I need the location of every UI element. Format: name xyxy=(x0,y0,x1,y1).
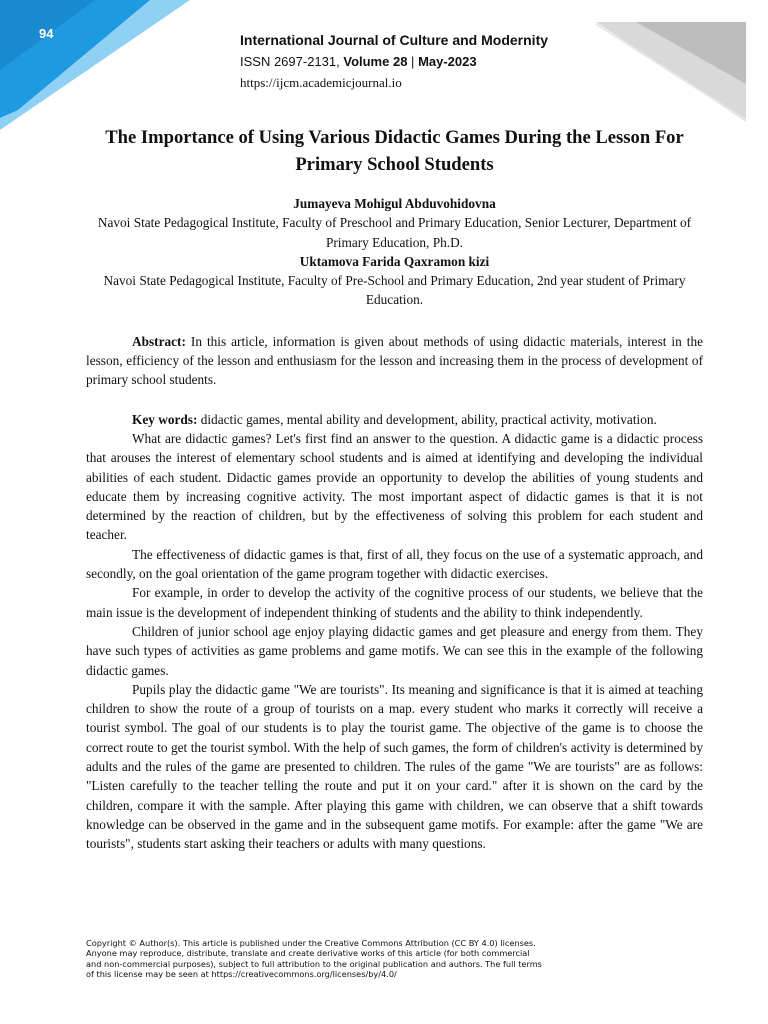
copyright-footer xyxy=(86,938,606,979)
authors-block xyxy=(86,194,703,310)
abstract-text: In this article, information is given about methods of using didactic materials, interest in the lesson, efficiency of the lesson and enthusiasm for the lesson and increasing them in the process of development of primary school students. xyxy=(86,333,703,388)
body-paragraph: The effectiveness of didactic games is that, first of all, they focus on the use of a systematic approach, and secondly, on the goal orientation of the game program together with didactic exercises. xyxy=(86,546,703,582)
keywords-text: didactic games, mental ability and development, ability, practical activity, motivation. xyxy=(197,411,657,427)
journal-url[interactable]: https://ijcm.academicjournal.io xyxy=(240,75,402,90)
body-paragraph: For example, in order to develop the activity of the cognitive process of our students, we believe that the main issue is the development of independent thinking of students and the ability to think independently. xyxy=(86,585,703,620)
journal-name: International Journal of Culture and Modernity xyxy=(240,32,549,48)
keywords xyxy=(86,410,703,429)
author-name: Jumayeva Mohigul Abduvohidovna xyxy=(293,196,496,211)
corner-decoration-right xyxy=(596,22,746,122)
page-number: 94 xyxy=(39,26,54,41)
article-body xyxy=(86,124,703,854)
corner-decoration-left xyxy=(0,0,190,130)
author-name: Uktamova Farida Qaxramon kizi xyxy=(299,253,490,269)
footer-line: of this license may be seen at https://creativecommons.org/licenses/by/4.0/ xyxy=(86,968,397,979)
body-paragraph: Children of junior school age enjoy playing didactic games and get pleasure and energy from them. They have such types of activities as game problems and game motifs. We can see this in the example of the following didactic games. xyxy=(86,623,703,678)
issn: ISSN 2697-2131, xyxy=(240,54,340,69)
body-paragraph: What are didactic games? Let's first find an answer to the question. A didactic game is a didactic process that arouses the interest of elementary school students and is aimed at identifying and developing the individual abilities of each student. Didactic games provide an opportunity to develop the abilities of young students and educate them by increasing cognitive activity. The most important aspect of didactic games is that it is not determined by the reaction of children, but by the effectiveness of solving this problem for each student and teacher. xyxy=(86,430,703,543)
footer-line: Anyone may reproduce, distribute, translate and create derivative works of this article (for both commercial xyxy=(86,948,530,959)
issue-date: May-2023 xyxy=(418,54,477,69)
author-affiliation: Navoi State Pedagogical Institute, Faculty of Preschool and Primary Education, Senior Lecturer, Department of Primary Education, Ph.D. xyxy=(97,215,692,250)
keywords-label: Key words: xyxy=(132,411,198,427)
journal-header xyxy=(240,32,548,91)
journal-issn-line xyxy=(240,54,548,69)
abstract-label: Abstract: xyxy=(132,333,186,349)
footer-line: Copyright © Author(s). This article is published under the Creative Commons Attribution (CC BY 4.0) licenses. xyxy=(86,938,536,948)
author-affiliation: Navoi State Pedagogical Institute, Faculty of Pre-School and Primary Education, 2nd year student of Primary Education. xyxy=(103,273,686,308)
separator: | xyxy=(411,54,415,69)
footer-line: and non-commercial purposes), subject to full attribution to the original publication and authors. The full terms xyxy=(86,958,542,969)
article-title: The Importance of Using Various Didactic Games During the Lesson For Primary School Students xyxy=(105,127,684,175)
volume: Volume 28 xyxy=(343,54,408,69)
body-paragraph: Pupils play the didactic game "We are tourists". Its meaning and significance is that it is aimed at teaching children to show the route of a group of tourists on a map. every student who marks it correctly will receive a tourist symbol. The goal of our students is to play the tourist game. The objective of the game is to choose the correct route to get the tourist symbol. With the help of such games, the form of children's activity is determined by adults and the rules of the game are presented to children. The rules of the game "We are tourists" are as follows: "Listen carefully to the teacher telling the route and put it on your card." after it is shown on the card by the children, compare it with the sample. After playing this game with children, we can observe that a shift towards knowledge can be observed in the game and in the subsequent game motifs. For example: after the game "We are tourists", students start asking their teachers or adults with many questions. xyxy=(86,681,703,852)
abstract xyxy=(86,332,703,390)
